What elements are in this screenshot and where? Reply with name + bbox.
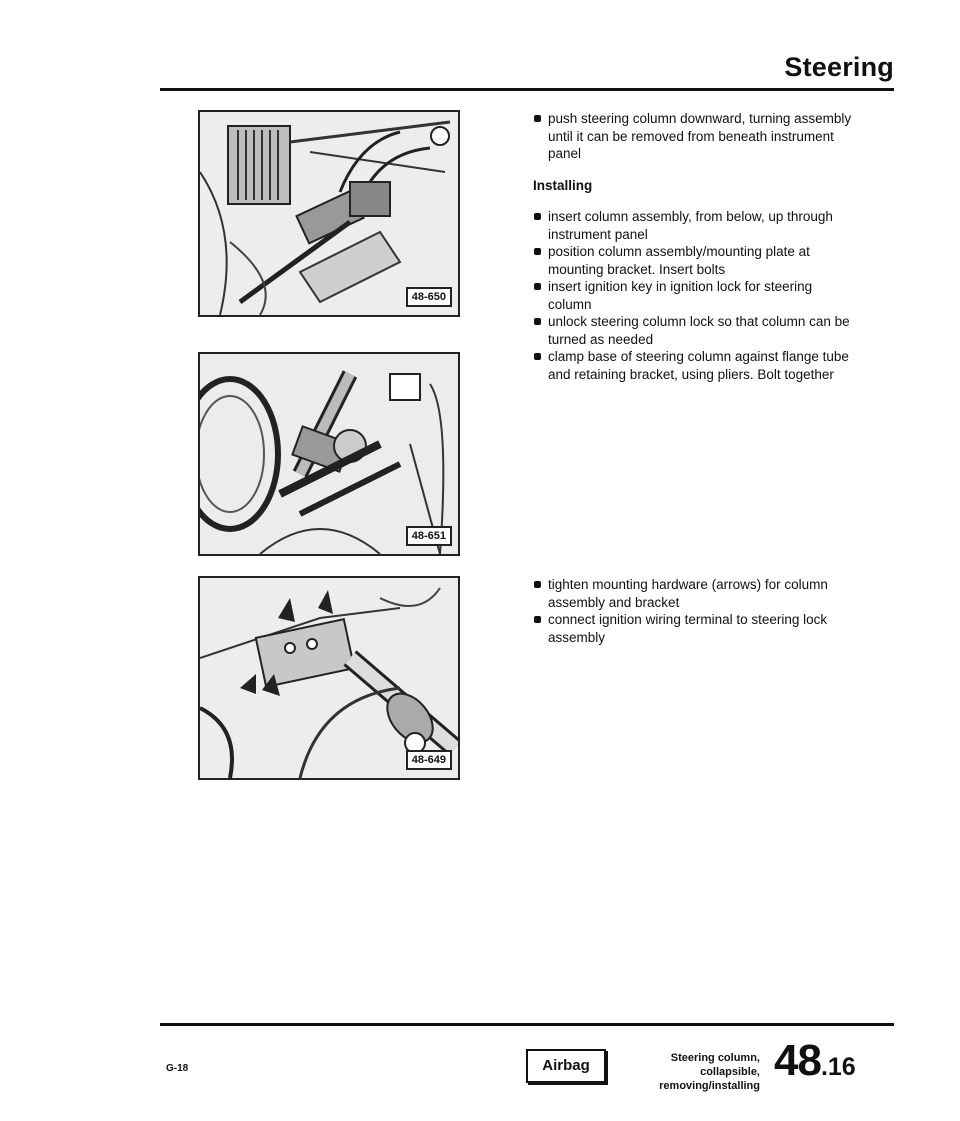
tightening-step: connect ignition wiring terminal to steering lock assembly — [533, 611, 853, 646]
installing-step: insert ignition key in ignition lock for steering column — [533, 278, 853, 313]
figure-3-image — [198, 576, 460, 780]
installing-step: unlock steering column lock so that column can be turned as needed — [533, 313, 853, 348]
tightening-steps-list — [533, 576, 853, 646]
section-caption — [620, 1051, 760, 1093]
removal-steps-list — [533, 110, 853, 163]
figure-1-image — [198, 110, 460, 317]
tightening-step: tighten mounting hardware (arrows) for column assembly and bracket — [533, 576, 853, 611]
section-number-main: 48 — [774, 1036, 821, 1085]
installing-heading: Installing — [533, 178, 593, 193]
installing-step: position column assembly/mounting plate at mounting bracket. Insert bolts — [533, 243, 853, 278]
figure-1-tag: 48-650 — [406, 287, 452, 307]
page-title: Steering — [784, 52, 894, 82]
page-reference: G-18 — [166, 1063, 189, 1074]
installing-step: insert column assembly, from below, up through instrument panel — [533, 208, 853, 243]
installing-steps-list — [533, 208, 853, 383]
section-number-sub: .16 — [820, 1053, 856, 1081]
figure-3-drawing — [200, 578, 458, 778]
airbag-label-box: Airbag — [526, 1049, 606, 1083]
header-rule — [160, 88, 894, 91]
figure-3-tag: 48-649 — [406, 750, 452, 770]
section-caption-line-2: removing/installing — [659, 1080, 760, 1092]
section-number — [774, 1036, 856, 1086]
installing-step: clamp base of steering column against flange tube and retaining bracket, using pliers. Bolt together — [533, 348, 853, 383]
footer-rule — [160, 1023, 894, 1026]
removal-step: push steering column downward, turning assembly until it can be removed from beneath instrument panel — [533, 110, 853, 163]
figure-2-tag: 48-651 — [406, 526, 452, 546]
section-caption-line-1: Steering column, collapsible, — [670, 1052, 760, 1078]
figure-2-image — [198, 352, 460, 556]
figure-1-drawing — [200, 112, 458, 315]
figure-2-drawing — [200, 354, 458, 554]
